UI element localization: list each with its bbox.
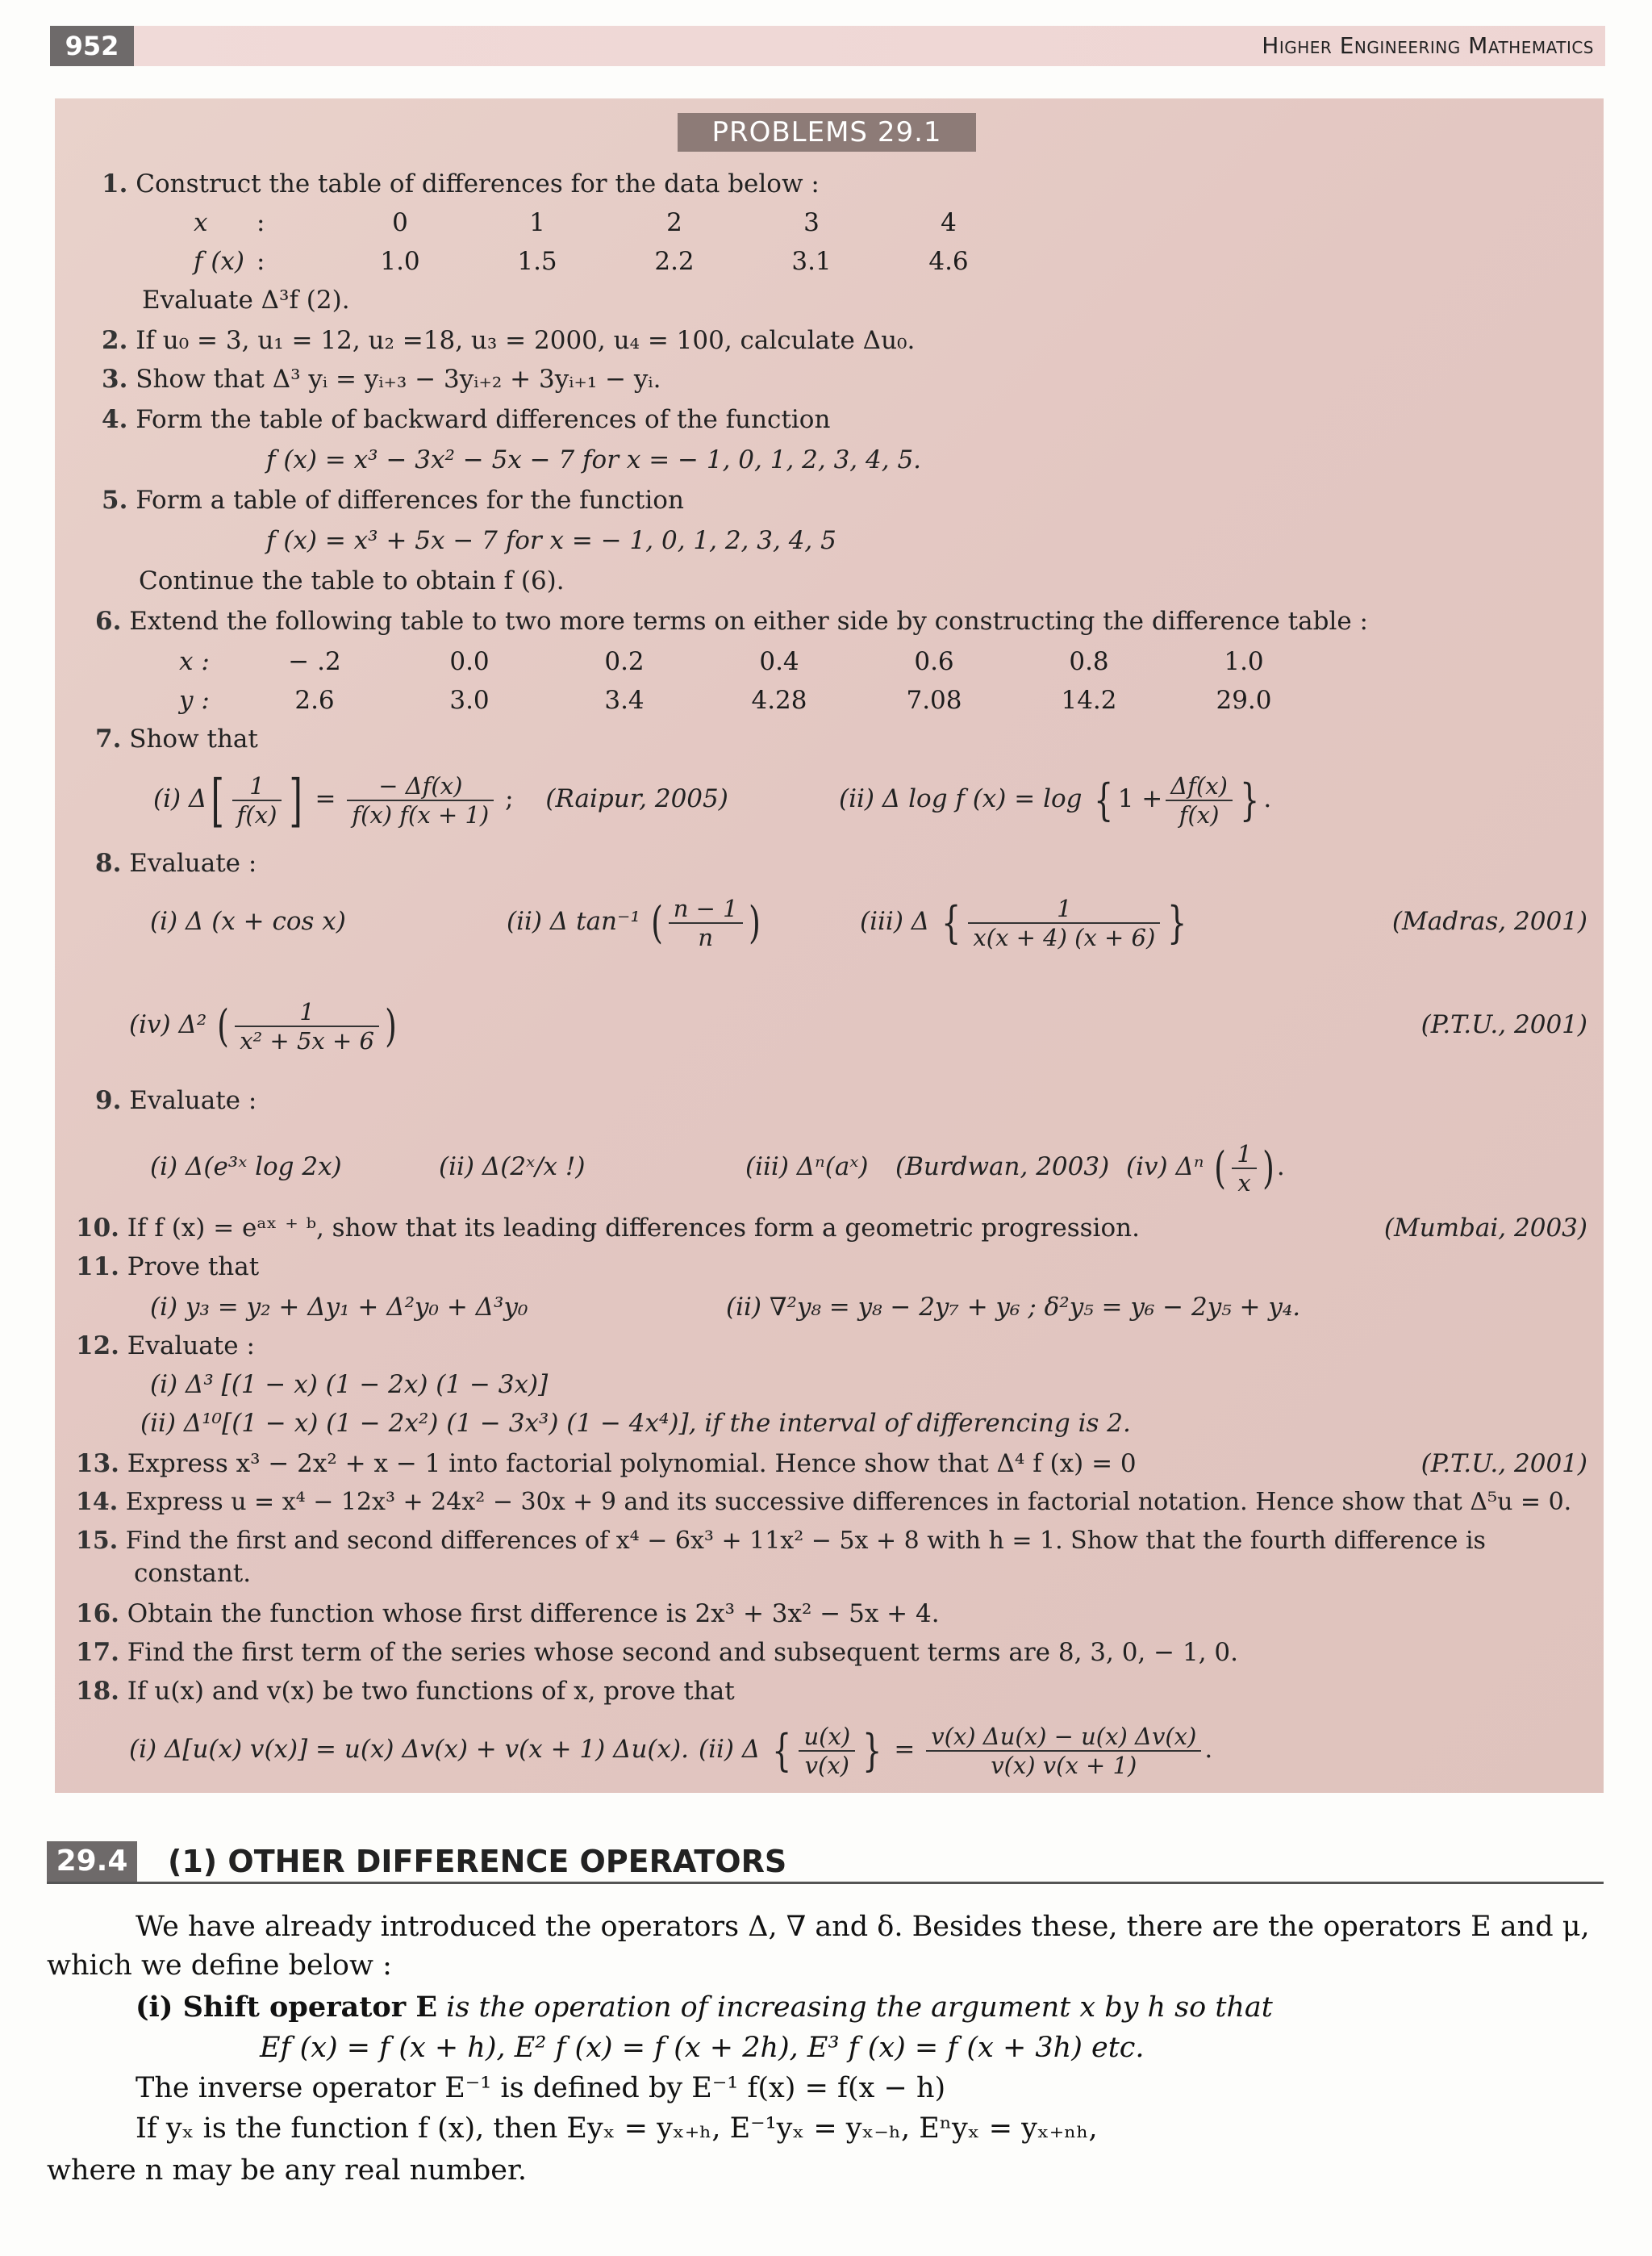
problem-7-part-i: (i) Δ[ $\frac{1}{f(x)}$ ] = $\frac{- \Delta f(x)}{f(x) f(x + 1)}$ ; (Raipur, 2005) bbox=[153, 767, 728, 833]
problem-11 bbox=[76, 1251, 259, 1283]
problem-text: If u₀ = 3, u₁ = 12, u₂ =18, u₃ = 2000, u₄ = 100, calculate Δu₀. bbox=[136, 326, 916, 355]
problem-1-evaluate: Evaluate Δ³f (2). bbox=[142, 286, 350, 315]
inverse-operator-line: The inverse operator E⁻¹ is defined by E⁻¹ f(x) = f(x − h) bbox=[136, 2072, 946, 2104]
problem-4-function: f (x) = x³ − 3x² − 5x − 7 for x = − 1, 0, 1, 2, 3, 4, 5. bbox=[266, 445, 922, 474]
denominator: v(x) bbox=[804, 1751, 849, 1779]
table-sep: : bbox=[257, 247, 265, 276]
table-cell: 0 bbox=[392, 208, 408, 237]
problem-text: Express u = x⁴ − 12x³ + 24x² − 30x + 9 and its successive differences in factorial notation. Hence show that Δ⁵u = 0. bbox=[125, 1488, 1572, 1516]
citation: (P.T.U., 2001) bbox=[1420, 1449, 1587, 1478]
table-cell: 3.4 bbox=[604, 686, 645, 715]
citation: (Burdwan, 2003) bbox=[895, 1152, 1110, 1181]
problem-7-part-ii: (ii) Δ log f (x) = log { 1 + $\frac{\Delta f(x)}{f(x)}$ } . bbox=[839, 771, 1272, 829]
shift-operator-definition bbox=[136, 1990, 1273, 2025]
fraction bbox=[799, 1723, 855, 1779]
problem-12 bbox=[76, 1330, 255, 1362]
book-title: Higher Engineering Mathematics bbox=[1262, 32, 1594, 59]
shift-equation: Ef (x) = f (x + h), E² f (x) = f (x + 2h), E³ f (x) = f (x + 3h) etc. bbox=[260, 2032, 1145, 2064]
problem-number: 14. bbox=[76, 1488, 119, 1516]
table-cell: 2.2 bbox=[654, 247, 695, 276]
problem-14 bbox=[76, 1486, 1571, 1519]
problem-15-continued: constant. bbox=[134, 1559, 252, 1588]
table-fx-label: f (x) bbox=[194, 247, 244, 276]
fraction bbox=[926, 1723, 1201, 1779]
problem-8 bbox=[95, 847, 257, 879]
problem-number: 4. bbox=[102, 405, 128, 434]
problem-5-continue: Continue the table to obtain f (6). bbox=[139, 566, 565, 595]
problem-9-part-ii: (ii) Δ(2ˣ/x !) bbox=[439, 1152, 586, 1181]
body-paragraph: We have already introduced the operators Δ, ∇ and δ. Besides these, there are the operators E and μ, bbox=[136, 1911, 1590, 1943]
denominator: f(x) f(x + 1) bbox=[352, 800, 490, 829]
numerator: 1 bbox=[235, 998, 379, 1027]
problem-9-part-iv: (iv) Δⁿ ( $\frac{1}{x}$ ) . bbox=[1126, 1139, 1285, 1197]
fraction bbox=[347, 772, 494, 829]
table-cell: 2.6 bbox=[294, 686, 335, 715]
table-cell: 4 bbox=[941, 208, 957, 237]
problem-18-part-i: (i) Δ[u(x) v(x)] = u(x) Δv(x) + v(x + 1) Δu(x). bbox=[129, 1735, 689, 1764]
problem-9-part-iii: (iii) Δⁿ(aˣ) bbox=[745, 1152, 869, 1181]
problem-3 bbox=[102, 363, 661, 395]
numerator: u(x) bbox=[799, 1723, 855, 1752]
section-number: 29.4 bbox=[47, 1841, 137, 1882]
problem-text: Evaluate : bbox=[127, 1331, 255, 1360]
open-brace: { bbox=[941, 896, 962, 948]
denominator: f(x) bbox=[236, 800, 277, 829]
definition-text: is the operation of increasing the argument x by h so that bbox=[437, 1991, 1273, 2024]
problem-12-part-ii: (ii) Δ¹⁰[(1 − x) (1 − 2x²) (1 − 3x³) (1 − 4x⁴)], if the interval of differencing is 2. bbox=[140, 1409, 1131, 1438]
open-brace: { bbox=[1094, 774, 1114, 825]
problem-text: Show that Δ³ yᵢ = yᵢ₊₃ − 3yᵢ₊₂ + 3yᵢ₊₁ − yᵢ. bbox=[136, 365, 661, 394]
table-cell: 4.28 bbox=[751, 686, 807, 715]
formula-label: (iii) Δ bbox=[860, 907, 930, 936]
problem-4 bbox=[102, 403, 830, 436]
table-cell: 1.5 bbox=[517, 247, 557, 276]
problem-number: 3. bbox=[102, 365, 128, 394]
formula-label: (ii) Δ log f (x) = log bbox=[839, 784, 1083, 813]
problem-1 bbox=[102, 168, 820, 200]
table-cell: − .2 bbox=[288, 647, 341, 676]
body-equation-line: If yₓ is the function f (x), then Eyₓ = yₓ₊ₕ, E⁻¹yₓ = yₓ₋ₕ, Eⁿyₓ = yₓ₊ₙₕ, bbox=[136, 2112, 1098, 2145]
problem-18-part-ii: (ii) Δ { $\frac{u(x)}{v(x)}$ } = $\frac{v(x) \Delta u(x) - u(x) \Delta v(x)}{v(x) v(x + 1)}$ . bbox=[699, 1722, 1213, 1779]
problem-number: 9. bbox=[95, 1086, 122, 1115]
definition-term: (i) Shift operator E bbox=[136, 1991, 438, 2024]
denominator: x² + 5x + 6 bbox=[240, 1026, 374, 1055]
table-cell: 3 bbox=[803, 208, 820, 237]
body-paragraph: where n may be any real number. bbox=[47, 2154, 527, 2187]
problem-number: 1. bbox=[102, 169, 128, 198]
numerator: − Δf(x) bbox=[347, 772, 494, 801]
table-cell: 7.08 bbox=[906, 686, 962, 715]
problem-number: 7. bbox=[95, 725, 122, 754]
table-cell: 1.0 bbox=[1224, 647, 1264, 676]
open-brace: { bbox=[772, 1724, 792, 1776]
denominator: f(x) bbox=[1179, 800, 1220, 829]
table-cell: 14.2 bbox=[1061, 686, 1117, 715]
numerator: Δf(x) bbox=[1166, 772, 1233, 801]
denominator: x(x + 4) (x + 6) bbox=[973, 923, 1156, 951]
close-paren: ) bbox=[385, 1000, 397, 1051]
page-number: 952 bbox=[50, 26, 134, 66]
problem-13 bbox=[76, 1448, 1137, 1480]
formula-label: (ii) Δ tan⁻¹ bbox=[507, 907, 640, 936]
problem-text: Evaluate : bbox=[129, 849, 257, 878]
problem-8-part-i: (i) Δ (x + cos x) bbox=[150, 907, 346, 936]
problem-11-part-i: (i) y₃ = y₂ + Δy₁ + Δ²y₀ + Δ³y₀ bbox=[150, 1293, 528, 1322]
fraction bbox=[968, 895, 1160, 951]
problem-5-function: f (x) = x³ + 5x − 7 for x = − 1, 0, 1, 2, 3, 4, 5 bbox=[266, 526, 836, 555]
problem-number: 11. bbox=[76, 1252, 119, 1281]
open-paren: ( bbox=[217, 1000, 230, 1051]
problem-5 bbox=[102, 484, 684, 516]
denominator: v(x) v(x + 1) bbox=[991, 1751, 1137, 1779]
problem-text: If f (x) = eᵃˣ ⁺ ᵇ, show that its leading differences form a geometric progression. bbox=[127, 1214, 1140, 1243]
numerator: n − 1 bbox=[669, 895, 743, 924]
open-bracket: [ bbox=[211, 767, 225, 833]
problem-number: 17. bbox=[76, 1638, 119, 1667]
table-sep: : bbox=[257, 208, 265, 237]
fraction bbox=[669, 895, 743, 951]
numerator: 1 bbox=[1232, 1140, 1256, 1169]
close-brace: } bbox=[1167, 896, 1187, 948]
open-paren: ( bbox=[650, 896, 663, 948]
numerator: 1 bbox=[968, 895, 1160, 924]
problems-title: PROBLEMS 29.1 bbox=[678, 113, 976, 152]
close-bracket: ] bbox=[289, 767, 303, 833]
table-x-label: x bbox=[194, 208, 208, 237]
problem-16 bbox=[76, 1598, 940, 1630]
table-cell: 1 bbox=[529, 208, 545, 237]
close-brace: } bbox=[1240, 774, 1260, 825]
problem-11-part-ii: (ii) ∇²y₈ = y₈ − 2y₇ + y₆ ; δ²y₅ = y₆ − 2y₅ + y₄. bbox=[726, 1293, 1301, 1322]
problem-8-part-iv bbox=[129, 992, 399, 1057]
problem-10 bbox=[76, 1212, 1140, 1244]
page-header bbox=[50, 26, 1605, 66]
fraction bbox=[1166, 772, 1233, 829]
problem-text: Prove that bbox=[127, 1252, 260, 1281]
open-paren: ( bbox=[1214, 1142, 1227, 1193]
problem-17 bbox=[76, 1636, 1238, 1669]
formula-label: (iv) Δ² bbox=[129, 1010, 207, 1039]
table-cell: 3.1 bbox=[791, 247, 832, 276]
problem-text: Evaluate : bbox=[129, 1086, 257, 1115]
problem-8-part-ii bbox=[507, 889, 763, 954]
close-paren: ) bbox=[1262, 1142, 1274, 1193]
table-cell: 0.2 bbox=[604, 647, 645, 676]
problem-text: Find the first term of the series whose second and subsequent terms are 8, 3, 0, − 1, 0. bbox=[127, 1638, 1238, 1667]
formula-label: (i) Δ bbox=[153, 784, 207, 813]
formula-text: 1 + bbox=[1117, 784, 1163, 813]
problem-text: Construct the table of differences for the data below : bbox=[136, 169, 820, 198]
table-cell: 1.0 bbox=[380, 247, 420, 276]
section-title: (1) OTHER DIFFERENCE OPERATORS bbox=[168, 1844, 787, 1879]
table-cell: 0.6 bbox=[914, 647, 954, 676]
table-cell: 29.0 bbox=[1216, 686, 1272, 715]
problem-text: Show that bbox=[129, 725, 258, 754]
table-cell: 0.4 bbox=[759, 647, 799, 676]
citation: (Madras, 2001) bbox=[1391, 907, 1587, 936]
numerator: v(x) Δu(x) − u(x) Δv(x) bbox=[926, 1723, 1201, 1752]
problem-6 bbox=[95, 605, 1368, 637]
problem-text: Extend the following table to two more terms on either side by constructing the difference table : bbox=[129, 607, 1369, 636]
denominator: n bbox=[698, 923, 714, 951]
citation: (P.T.U., 2001) bbox=[1420, 1010, 1587, 1039]
body-paragraph: which we define below : bbox=[47, 1949, 392, 1982]
formula-label: (ii) Δ bbox=[699, 1735, 761, 1764]
problem-9-part-i: (i) Δ(e³ˣ log 2x) bbox=[150, 1152, 342, 1181]
problem-number: 5. bbox=[102, 486, 128, 515]
fraction bbox=[235, 998, 379, 1055]
problem-number: 13. bbox=[76, 1449, 119, 1478]
problem-number: 15. bbox=[76, 1527, 119, 1555]
table-y-label: y : bbox=[179, 686, 210, 715]
citation: (Raipur, 2005) bbox=[545, 784, 728, 813]
problem-text: Express x³ − 2x² + x − 1 into factorial polynomial. Hence show that Δ⁴ f (x) = 0 bbox=[127, 1449, 1137, 1478]
fraction bbox=[1232, 1140, 1256, 1197]
problem-2 bbox=[102, 324, 915, 357]
table-cell: 3.0 bbox=[449, 686, 490, 715]
table-cell: 4.6 bbox=[928, 247, 969, 276]
close-paren: ) bbox=[748, 896, 761, 948]
fraction bbox=[232, 772, 282, 829]
section-heading bbox=[47, 1841, 1604, 1884]
table-cell: 0.8 bbox=[1069, 647, 1109, 676]
problem-12-part-i: (i) Δ³ [(1 − x) (1 − 2x) (1 − 3x)] bbox=[150, 1370, 549, 1399]
problem-number: 8. bbox=[95, 849, 122, 878]
problem-18 bbox=[76, 1675, 735, 1707]
formula-label: (iv) Δⁿ bbox=[1126, 1152, 1204, 1181]
numerator: 1 bbox=[232, 772, 282, 801]
problem-text: Obtain the function whose first difference is 2x³ + 3x² − 5x + 4. bbox=[127, 1599, 940, 1628]
problem-number: 2. bbox=[102, 326, 128, 355]
problem-number: 6. bbox=[95, 607, 122, 636]
problem-text: Form the table of backward differences of the function bbox=[136, 405, 831, 434]
denominator: x bbox=[1237, 1168, 1251, 1197]
problem-15 bbox=[76, 1525, 1486, 1557]
problem-text: Find the first and second differences of x⁴ − 6x³ + 11x² − 5x + 8 with h = 1. Show that the fourth difference is bbox=[125, 1527, 1486, 1555]
table-cell: 0.0 bbox=[449, 647, 490, 676]
citation: (Mumbai, 2003) bbox=[1383, 1214, 1587, 1243]
table-cell: 2 bbox=[666, 208, 682, 237]
problem-number: 18. bbox=[76, 1677, 119, 1706]
close-brace: } bbox=[862, 1724, 882, 1776]
problem-8-part-iii bbox=[860, 889, 1191, 954]
table-x-label: x : bbox=[179, 647, 210, 676]
problem-text: Form a table of differences for the function bbox=[136, 486, 684, 515]
problem-9 bbox=[95, 1084, 257, 1117]
problem-number: 12. bbox=[76, 1331, 119, 1360]
problem-7 bbox=[95, 723, 258, 755]
problem-text: If u(x) and v(x) be two functions of x, prove that bbox=[127, 1677, 735, 1706]
problem-number: 10. bbox=[76, 1214, 119, 1243]
problem-number: 16. bbox=[76, 1599, 119, 1628]
